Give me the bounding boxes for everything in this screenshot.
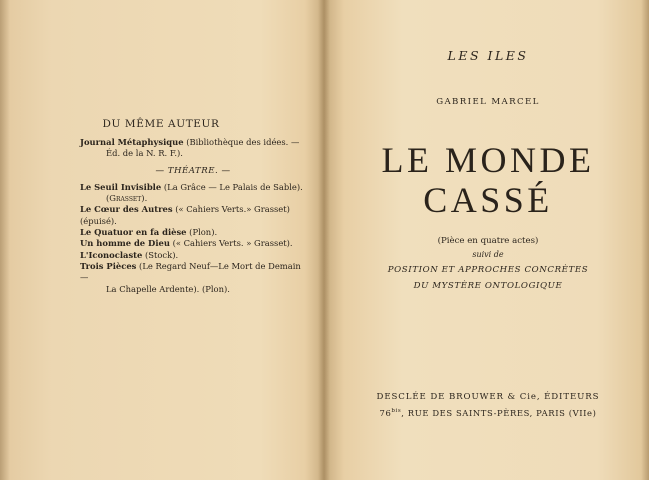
list-item	[80, 204, 306, 227]
author-name: GABRIEL MARCEL	[436, 97, 540, 107]
followed-by: suivi de	[472, 250, 504, 259]
work-details-cont: Éd. de la N. R. F.).	[106, 148, 183, 159]
collection-name: LES ILES	[447, 48, 529, 63]
work-details: (Le Regard Neuf—Le Mort de Demain —	[80, 260, 301, 283]
works-list	[80, 137, 306, 295]
work-details-cont: (Grasset).	[106, 193, 148, 204]
work-details: (Stock).	[142, 249, 179, 260]
list-item	[80, 250, 306, 261]
essay-title-line-2: DU MYSTÈRE ONTOLOGIQUE	[413, 281, 563, 291]
list-item	[80, 261, 306, 295]
work-title: Un homme de Dieu	[80, 238, 170, 249]
work-title: Journal Métaphysique	[80, 137, 184, 147]
book-title-line-2: CASSÉ	[423, 180, 553, 220]
work-title: Trois Pièces	[80, 260, 137, 271]
book-title-line-1: LE MONDE	[381, 140, 595, 180]
work-details: (« Cahiers Verts. » Grasset).	[169, 238, 293, 249]
work-details: (Plon).	[186, 227, 218, 238]
list-item	[80, 227, 306, 238]
work-details: (Bibliothèque des idées. —	[183, 137, 300, 147]
theatre-section-heading: — THÉATRE. —	[155, 165, 231, 176]
work-details: (La Grâce — Le Palais de Sable).	[161, 181, 303, 192]
list-item	[80, 238, 306, 249]
work-title: Le Seuil Invisible	[80, 181, 162, 192]
list-item	[80, 137, 306, 160]
work-title: Le Quatuor en fa dièse	[80, 227, 187, 238]
work-title: L'Iconoclaste	[80, 249, 143, 260]
list-item	[80, 182, 306, 205]
essay-title-line-1: POSITION ET APPROCHES CONCRÈTES	[387, 265, 589, 275]
address-suffix: bis	[391, 408, 402, 415]
work-details: (« Cahiers Verts.» Grasset) (épuisé).	[80, 204, 290, 226]
address-street: , RUE DES SAINTS-PÈRES, PARIS (VIIe)	[401, 408, 597, 418]
same-author-heading: DU MÊME AUTEUR	[102, 118, 220, 130]
subtitle: (Pièce en quatre actes)	[437, 236, 539, 246]
work-title: Le Cœur des Autres	[80, 204, 173, 215]
address-number: 76	[379, 408, 392, 418]
work-details-cont: La Chapelle Ardente). (Plon).	[106, 283, 230, 294]
publisher: DESCLÉE DE BROUWER & Cie, ÉDITEURS	[376, 392, 600, 402]
publisher-address	[327, 408, 649, 418]
